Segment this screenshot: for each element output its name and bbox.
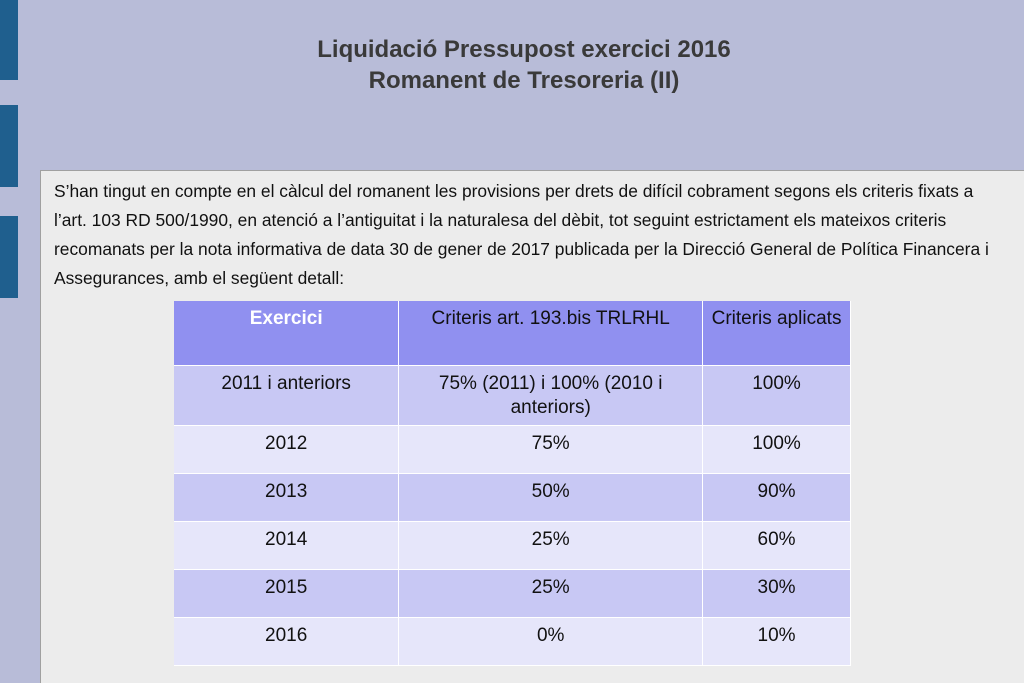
criteria-table [174,301,851,666]
table-cell: 100% [703,365,851,425]
table-cell: 25% [399,569,703,617]
table-row [174,425,851,473]
table-cell: 90% [703,473,851,521]
decorative-side-bar [0,105,18,187]
header-criteris-art: Criteris art. 193.bis TRLRHL [399,301,703,365]
table-cell: 0% [399,617,703,665]
table-cell: 2015 [174,569,399,617]
body-paragraph: S’han tingut en compte en el càlcul del romanent les provisions per drets de difícil cobrament segons els criteris fixats a l’art. 103 RD 500/1990, en atenció a l’antiguitat i la naturalesa del dèbit, tot seguint estrictament els mateixos criteris recomanats per la nota informativa de data 30 de gener de 2017 publicada per la Direcció General de Política Financera i Assegurances, amb el següent detall: [54,181,989,288]
table-cell: 2016 [174,617,399,665]
content-box [40,170,1024,683]
decorative-side-bar [0,0,18,80]
table-header-row [174,301,851,365]
table-cell: 25% [399,521,703,569]
table-cell: 75% (2011) i 100% (2010 i anteriors) [399,365,703,425]
table-row [174,521,851,569]
table-cell: 2014 [174,521,399,569]
table-cell: 2013 [174,473,399,521]
table-row [174,617,851,665]
slide-title [100,34,948,96]
header-exercici: Exercici [174,301,399,365]
table-row [174,473,851,521]
table-row [174,365,851,425]
table-cell: 50% [399,473,703,521]
table-cell: 2011 i anteriors [174,365,399,425]
table-cell: 60% [703,521,851,569]
decorative-side-bar [0,216,18,298]
table-cell: 2012 [174,425,399,473]
table-cell: 100% [703,425,851,473]
header-criteris-aplicats: Criteris aplicats [703,301,851,365]
slide-title-line-2: Romanent de Tresoreria (II) [368,67,680,94]
table-cell: 10% [703,617,851,665]
table-cell: 75% [399,425,703,473]
table-row [174,569,851,617]
slide-title-line-1: Liquidació Pressupost exercici 2016 [317,36,731,63]
table-cell: 30% [703,569,851,617]
